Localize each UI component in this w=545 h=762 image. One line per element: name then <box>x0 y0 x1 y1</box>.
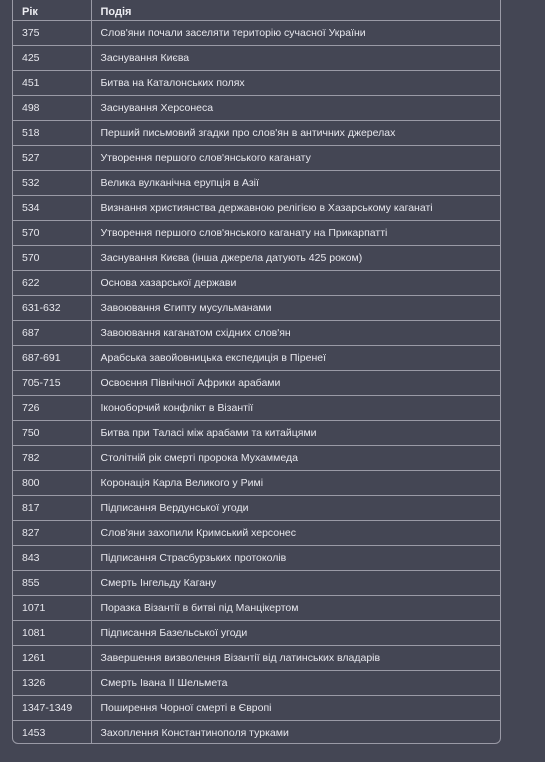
table-row <box>13 120 500 145</box>
table-row <box>13 445 500 470</box>
year-cell: 687-691 <box>13 345 91 370</box>
year-cell: 855 <box>13 570 91 595</box>
year-cell: 800 <box>13 470 91 495</box>
table-row <box>13 320 500 345</box>
event-cell: Захоплення Константинополя турками <box>91 720 500 744</box>
table-row <box>13 245 500 270</box>
table-row <box>13 720 500 744</box>
table-row <box>13 95 500 120</box>
table-row <box>13 345 500 370</box>
event-cell: Смерть Інгельду Кагану <box>91 570 500 595</box>
table-header <box>13 0 500 20</box>
year-cell: 622 <box>13 270 91 295</box>
table-row <box>13 45 500 70</box>
table-row <box>13 370 500 395</box>
table-row <box>13 570 500 595</box>
event-cell: Завоювання Єгипту мусульманами <box>91 295 500 320</box>
table-row <box>13 395 500 420</box>
table-row <box>13 595 500 620</box>
events-table <box>13 0 500 744</box>
event-cell: Заснування Херсонеса <box>91 95 500 120</box>
event-cell: Перший письмовий згадки про слов'ян в античних джерелах <box>91 120 500 145</box>
year-cell: 518 <box>13 120 91 145</box>
year-cell: 817 <box>13 495 91 520</box>
table-row <box>13 545 500 570</box>
event-cell: Освоєння Північної Африки арабами <box>91 370 500 395</box>
year-cell: 1347-1349 <box>13 695 91 720</box>
event-cell: Битва на Каталонських полях <box>91 70 500 95</box>
event-cell: Смерть Івана II Шельмета <box>91 670 500 695</box>
table-row <box>13 170 500 195</box>
table-row <box>13 520 500 545</box>
year-cell: 843 <box>13 545 91 570</box>
table-row <box>13 295 500 320</box>
table-row <box>13 645 500 670</box>
year-cell: 705-715 <box>13 370 91 395</box>
event-cell: Поширення Чорної смерті в Європі <box>91 695 500 720</box>
event-cell: Арабська завойовницька експедиція в Піренеї <box>91 345 500 370</box>
year-cell: 1081 <box>13 620 91 645</box>
year-cell: 532 <box>13 170 91 195</box>
event-cell: Підписання Вердунської угоди <box>91 495 500 520</box>
table-row <box>13 70 500 95</box>
table-row <box>13 270 500 295</box>
event-cell: Визнання християнства державною релігією в Хазарському каганаті <box>91 195 500 220</box>
event-cell: Битва при Таласі між арабами та китайцями <box>91 420 500 445</box>
table-row <box>13 420 500 445</box>
event-cell: Основа хазарської держави <box>91 270 500 295</box>
year-cell: 1453 <box>13 720 91 744</box>
column-header-event: Подія <box>91 0 500 20</box>
table-row <box>13 220 500 245</box>
event-cell: Підписання Базельської угоди <box>91 620 500 645</box>
event-cell: Коронація Карла Великого у Римі <box>91 470 500 495</box>
table-row <box>13 470 500 495</box>
year-cell: 782 <box>13 445 91 470</box>
event-cell: Столітній рік смерті пророка Мухаммеда <box>91 445 500 470</box>
event-cell: Утворення першого слов'янського каганату на Прикарпатті <box>91 220 500 245</box>
year-cell: 1326 <box>13 670 91 695</box>
table-row <box>13 20 500 45</box>
event-cell: Завоювання каганатом східних слов'ян <box>91 320 500 345</box>
column-header-year: Рік <box>13 0 91 20</box>
history-table <box>12 0 501 744</box>
event-cell: Слов'яни захопили Кримський херсонес <box>91 520 500 545</box>
event-cell: Підписання Страсбурзьких протоколів <box>91 545 500 570</box>
year-cell: 451 <box>13 70 91 95</box>
event-cell: Заснування Києва (інша джерела датують 425 роком) <box>91 245 500 270</box>
year-cell: 827 <box>13 520 91 545</box>
table-body <box>13 20 500 744</box>
table-row <box>13 620 500 645</box>
year-cell: 687 <box>13 320 91 345</box>
year-cell: 726 <box>13 395 91 420</box>
event-cell: Заснування Києва <box>91 45 500 70</box>
year-cell: 570 <box>13 220 91 245</box>
table-row <box>13 145 500 170</box>
year-cell: 750 <box>13 420 91 445</box>
table-row <box>13 195 500 220</box>
year-cell: 498 <box>13 95 91 120</box>
event-cell: Іконоборчий конфлікт в Візантії <box>91 395 500 420</box>
event-cell: Велика вулканічна ерупція в Азії <box>91 170 500 195</box>
year-cell: 570 <box>13 245 91 270</box>
year-cell: 375 <box>22 26 40 39</box>
event-cell: Утворення першого слов'янського каганату <box>91 145 500 170</box>
year-cell: 425 <box>13 45 91 70</box>
year-cell: 631-632 <box>13 295 91 320</box>
year-cell: 1071 <box>13 595 91 620</box>
year-cell: 534 <box>13 195 91 220</box>
event-cell: Слов'яни почали заселяти територію сучасної України <box>91 20 500 45</box>
header-row <box>13 0 500 20</box>
event-cell: Завершення визволення Візантії від латинських владарів <box>91 645 500 670</box>
year-cell: 1261 <box>13 645 91 670</box>
table-row <box>13 695 500 720</box>
event-cell: Поразка Візантії в битві під Манцікертом <box>91 595 500 620</box>
table-row <box>13 495 500 520</box>
table-row <box>13 670 500 695</box>
year-cell: 527 <box>13 145 91 170</box>
